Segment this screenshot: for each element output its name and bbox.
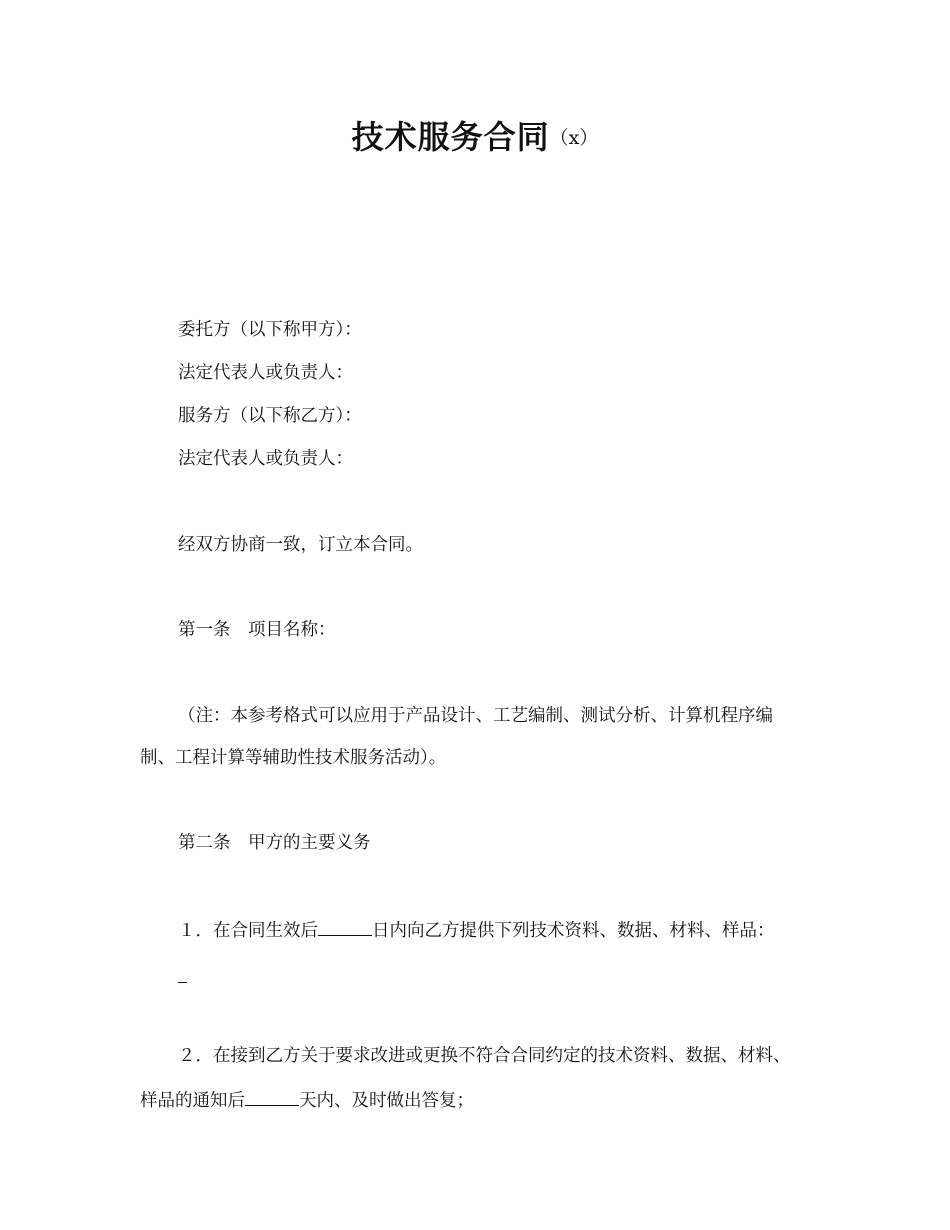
article2-item2-line1: ２．在接到乙方关于要求改进或更换不符合合同约定的技术资料、数据、材料、: [178, 1046, 791, 1066]
client-line: 委托方（以下称甲方）：: [178, 320, 362, 340]
item1-days-blank: [318, 917, 372, 936]
item1-materials-blank: [178, 964, 187, 983]
article1-heading: 第一条 项目名称：: [178, 620, 336, 640]
article2-item1: [178, 917, 775, 943]
article2-item2-line2: [140, 1087, 474, 1113]
item1-prefix: １．在合同生效后: [178, 921, 318, 941]
item2-days-blank: [245, 1087, 299, 1106]
title-suffix: （x）: [549, 127, 599, 149]
provider-line: 服务方（以下称乙方）：: [178, 406, 362, 426]
item1-suffix: 日内向乙方提供下列技术资料、数据、材料、样品：: [372, 921, 775, 941]
provider-rep-line: 法定代表人或负责人：: [178, 449, 353, 469]
article1-note-line1: （注：本参考格式可以应用于产品设计、工艺编制、测试分析、计算机程序编: [178, 706, 773, 726]
preamble: 经双方协商一致，订立本合同。: [178, 535, 423, 555]
item2-prefix: 样品的通知后: [140, 1091, 245, 1111]
article2-heading: 第二条 甲方的主要义务: [178, 833, 371, 853]
document-title: [0, 112, 950, 158]
item1-materials-blank-line: [178, 964, 187, 990]
article1-note-line2: 制、工程计算等辅助性技术服务活动）。: [140, 748, 447, 768]
item2-suffix: 天内、及时做出答复；: [299, 1091, 474, 1111]
client-rep-line: 法定代表人或负责人：: [178, 363, 353, 383]
title-main: 技术服务合同: [351, 118, 550, 156]
